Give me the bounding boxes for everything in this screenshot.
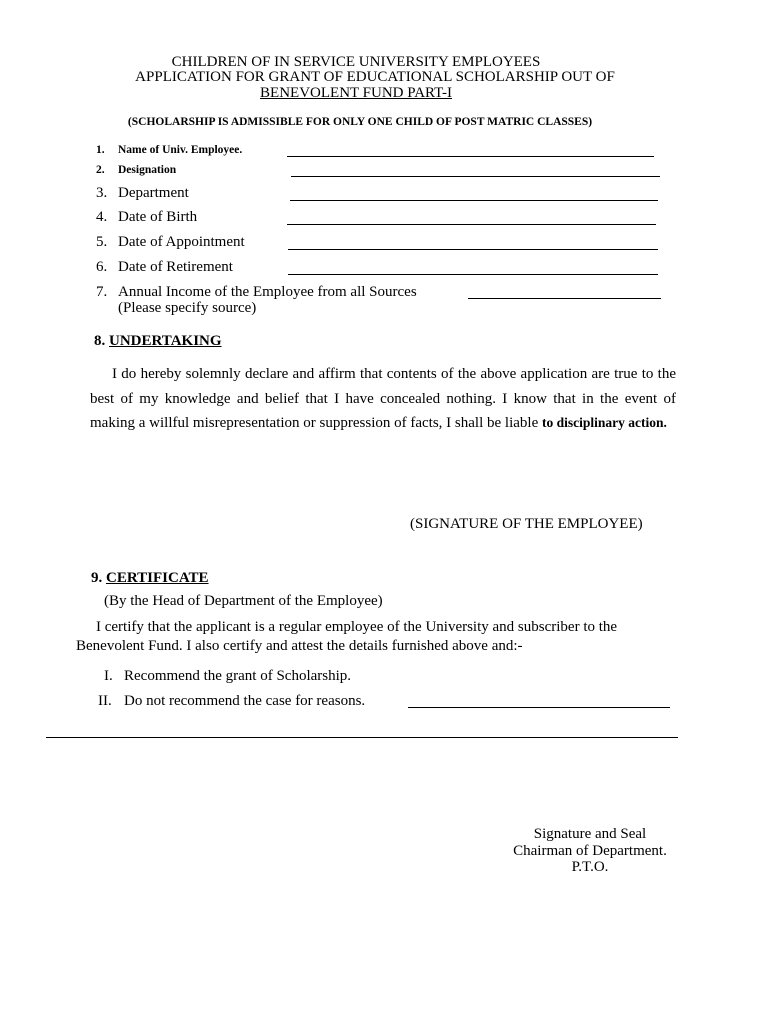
undertaking-paragraph bbox=[90, 362, 676, 436]
undertaking-title: UNDERTAKING bbox=[109, 333, 222, 349]
field-1-label: Name of Univ. Employee. bbox=[118, 144, 243, 156]
field-3-label: Department bbox=[118, 185, 189, 201]
undertaking-bold-tail: to disciplinary action. bbox=[541, 415, 667, 430]
field-3-blank[interactable] bbox=[290, 200, 658, 201]
footer-chairman: Chairman of Department. bbox=[513, 843, 667, 859]
separator-line bbox=[46, 737, 678, 738]
field-5-label: Date of Appointment bbox=[118, 234, 245, 250]
undertaking-text: I do hereby solemnly declare and affirm that contents of the above application are true to the best of my knowledge and belief that I have concealed nothing. I know that in the event of making a willful misrepresentation or suppression of facts, I shall be liable bbox=[90, 366, 676, 431]
field-6-number: 6. bbox=[96, 259, 108, 275]
field-7-label: Annual Income of the Employee from all Sources bbox=[118, 284, 417, 300]
option-2-number: II. bbox=[98, 693, 112, 709]
footer-pto: P.T.O. bbox=[571, 859, 609, 875]
header-line-3 bbox=[0, 85, 712, 102]
option-2-reasons-blank[interactable] bbox=[408, 707, 670, 708]
field-4-number: 4. bbox=[96, 209, 108, 225]
field-5-blank[interactable] bbox=[288, 249, 658, 250]
field-7-blank[interactable] bbox=[468, 298, 661, 299]
field-7-number: 7. bbox=[96, 284, 108, 300]
undertaking-heading bbox=[94, 333, 222, 350]
option-2-text: Do not recommend the case for reasons. bbox=[124, 693, 366, 709]
field-4-blank[interactable] bbox=[287, 224, 656, 225]
certificate-subheading: (By the Head of Department of the Employee) bbox=[104, 593, 383, 609]
field-3-number: 3. bbox=[96, 185, 108, 201]
footer-signature-seal: Signature and Seal bbox=[533, 826, 647, 842]
field-1-blank[interactable] bbox=[287, 156, 654, 157]
header-line-2: APPLICATION FOR GRANT OF EDUCATIONAL SCHOLARSHIP OUT OF bbox=[135, 69, 615, 85]
undertaking-number: 8. bbox=[94, 333, 106, 349]
header-line-3-text: BENEVOLENT FUND PART-I bbox=[260, 85, 452, 101]
field-4-label: Date of Birth bbox=[118, 209, 198, 225]
field-2-label: Designation bbox=[118, 164, 177, 176]
field-2-blank[interactable] bbox=[291, 176, 660, 177]
admissibility-note: (SCHOLARSHIP IS ADMISSIBLE FOR ONLY ONE CHILD OF POST MATRIC CLASSES) bbox=[127, 116, 593, 128]
field-6-blank[interactable] bbox=[288, 274, 658, 275]
header-line-1: CHILDREN OF IN SERVICE UNIVERSITY EMPLOYEES bbox=[171, 54, 541, 70]
field-7-sublabel: (Please specify source) bbox=[118, 300, 257, 316]
certificate-paragraph bbox=[76, 618, 676, 656]
option-1-text: Recommend the grant of Scholarship. bbox=[124, 668, 352, 684]
certificate-title: CERTIFICATE bbox=[106, 570, 209, 586]
certificate-text: I certify that the applicant is a regular employee of the University and subscriber to the Benevolent Fund. I also certify and attest the details furnished above and:- bbox=[76, 619, 618, 654]
employee-signature-label: (SIGNATURE OF THE EMPLOYEE) bbox=[410, 516, 643, 532]
field-1-number: 1. bbox=[96, 144, 105, 156]
field-6-label: Date of Retirement bbox=[118, 259, 233, 275]
certificate-number: 9. bbox=[91, 570, 103, 586]
field-2-number: 2. bbox=[96, 164, 105, 176]
option-1-number: I. bbox=[104, 668, 113, 684]
field-5-number: 5. bbox=[96, 234, 108, 250]
certificate-heading bbox=[91, 570, 209, 587]
